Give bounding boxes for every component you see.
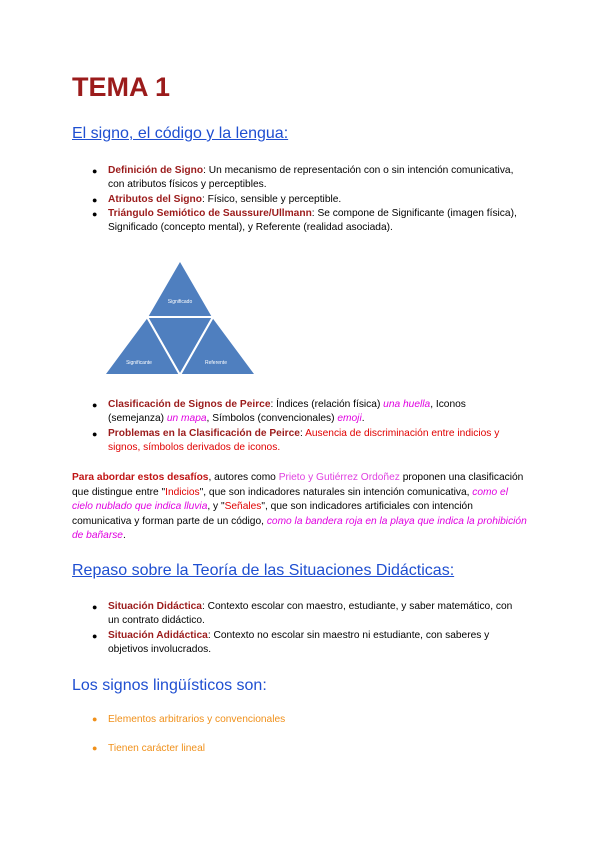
bullet-icon: ●	[92, 714, 98, 724]
example-cielo: como el cielo nublado que indica lluvia	[72, 486, 508, 513]
list-item	[90, 600, 520, 629]
signo-list	[90, 164, 520, 235]
example-emoji: emoji	[337, 413, 362, 425]
item-text: Elementos arbitrarios y convencionales	[108, 714, 286, 725]
bullet-icon: ●	[92, 208, 98, 219]
authors-text: Prieto y Gutiérrez Ordoñez	[278, 472, 400, 483]
problemas-text: Ausencia de discriminación entre indicios y signos, símbolos derivados de iconos.	[108, 427, 500, 453]
paragraph-lead: Para abordar estos desafíos	[72, 472, 209, 483]
list-item	[90, 427, 520, 456]
bullet-icon: ●	[92, 194, 98, 205]
term-situacion-didactica: Situación Didáctica	[108, 601, 202, 612]
semiotic-triangle-diagram	[102, 258, 258, 378]
item-text: : Contexto escolar con maestro, estudiante, y saber matemático, con un contrato didáctico.	[108, 601, 513, 627]
paragraph-text: ", que son indicadores artificiales con intención comunicativa y forman parte de un código,	[72, 501, 473, 527]
diagram-label-left: Significante	[126, 360, 152, 366]
item-text: : Se compone de Significante (imagen física), Significado (concepto mental), y Referente (realidad asociada).	[108, 207, 517, 234]
list-item	[90, 629, 520, 658]
item-text: Tienen carácter lineal	[108, 743, 206, 754]
paragraph-desafios	[72, 471, 530, 544]
situaciones-list	[90, 600, 520, 657]
paragraph-text: ", que son indicadores naturales sin intención comunicativa,	[199, 486, 473, 498]
paragraph-text: proponen una clasificación que distingue entre "	[72, 472, 524, 498]
paragraph-text: , autores como	[208, 472, 279, 483]
paragraph-text: .	[122, 530, 126, 542]
term-triangulo: Triángulo Semiótico de Saussure/Ullmann	[108, 207, 312, 219]
bullet-icon: ●	[92, 602, 98, 612]
section-heading-signos-linguisticos: Los signos lingüísticos son:	[72, 677, 267, 694]
item-text: : Índices (relación física)	[270, 399, 384, 410]
item-text: , Símbolos (convencionales)	[206, 413, 338, 425]
term-situacion-adidactica: Situación Adidáctica	[108, 629, 208, 641]
example-bandera: como la bandera roja en la playa que indica la prohibición de bañarse	[72, 515, 527, 542]
example-huella: una huella	[383, 399, 431, 410]
term-atributos: Atributos del Signo	[108, 193, 202, 205]
bullet-icon: ●	[92, 743, 98, 753]
indicios-text: Indicios	[165, 486, 200, 498]
senales-text: Señales	[224, 501, 262, 513]
paragraph-text: , y "	[207, 501, 225, 513]
item-text: : Un mecanismo de representación con o sin intención comunicativa, con atributos físicos y perceptibles.	[108, 165, 514, 191]
item-text: : Contexto no escolar sin maestro ni estudiante, con saberes y objetivos involucrados.	[108, 629, 490, 655]
signos-linguisticos-list	[90, 714, 285, 725]
item-text: : Físico, sensible y perceptible.	[201, 193, 342, 205]
list-item	[90, 207, 520, 236]
diagram-label-right: Referente	[205, 360, 227, 366]
item-text: :	[299, 427, 306, 439]
page-title: TEMA 1	[72, 72, 171, 102]
list-item	[90, 743, 205, 754]
bullet-icon: ●	[92, 166, 98, 176]
list-item	[90, 714, 285, 725]
example-mapa: un mapa	[166, 413, 207, 425]
term-problemas: Problemas en la Clasificación de Peirce	[108, 427, 300, 439]
item-text: , Iconos (semejanza)	[108, 399, 466, 425]
signos-linguisticos-list-2	[90, 743, 205, 754]
section-heading-situaciones: Repaso sobre la Teoría de las Situaciones Didácticas:	[72, 562, 455, 579]
bullet-icon: ●	[92, 428, 98, 439]
peirce-list	[90, 398, 520, 455]
triangle-top-segment	[147, 260, 213, 317]
diagram-label-top: Significado	[167, 299, 193, 305]
list-item	[90, 193, 520, 207]
item-text: .	[361, 413, 365, 425]
list-item	[90, 398, 520, 427]
section-heading-signo: El signo, el código y la lengua:	[72, 125, 289, 142]
term-definicion: Definición de Signo	[108, 165, 204, 176]
bullet-icon: ●	[92, 400, 98, 410]
bullet-icon: ●	[92, 630, 98, 641]
term-peirce: Clasificación de Signos de Peirce	[108, 399, 271, 410]
list-item	[90, 164, 520, 193]
